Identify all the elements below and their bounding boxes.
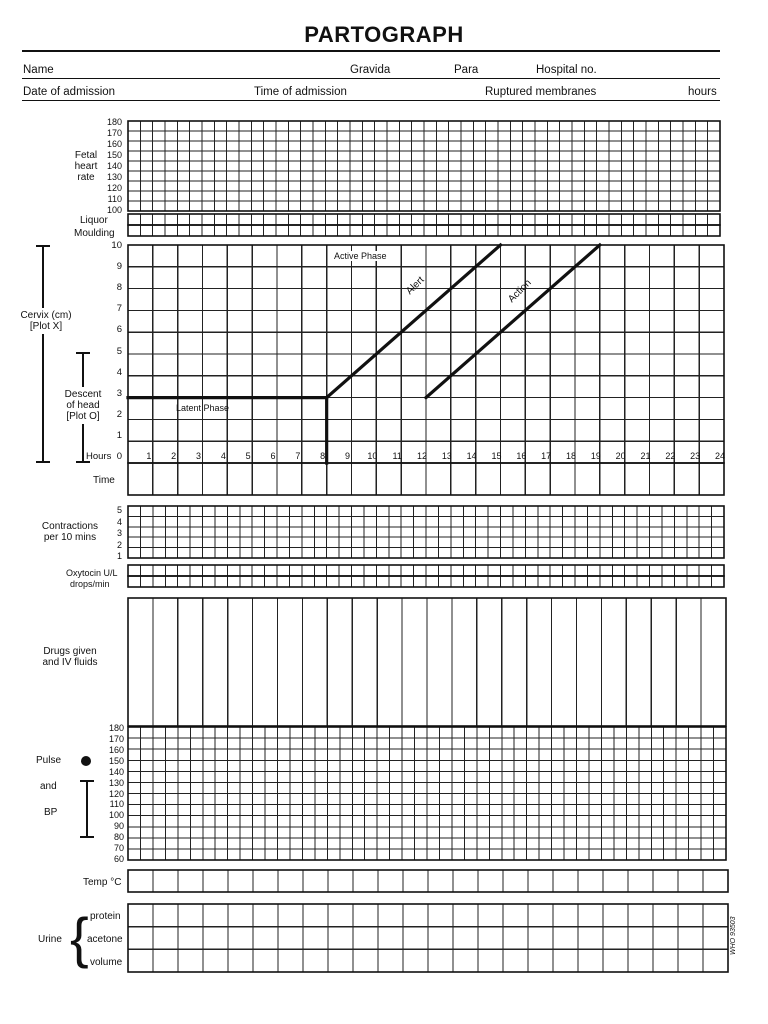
pulse-tick-label: 160 [108, 744, 124, 755]
urine-grid [128, 904, 728, 972]
hour-number: 5 [245, 451, 251, 461]
cervix-bracket-top [36, 245, 50, 247]
hour-number: 21 [640, 451, 651, 461]
hour-number: 10 [367, 451, 378, 461]
hour-number: 19 [590, 451, 601, 461]
latent-phase-label: Latent Phase [176, 403, 230, 413]
page-title: PARTOGRAPH [304, 22, 464, 47]
hour-number: 11 [392, 451, 402, 461]
hour-number: 8 [320, 451, 326, 461]
pulse-tick-label: 100 [108, 810, 124, 821]
protein-label: protein [90, 911, 121, 922]
fhr-tick-label: 160 [106, 139, 122, 149]
hour-number: 23 [690, 451, 701, 461]
fhr-tick-label: 170 [106, 128, 122, 138]
cervix-bracket-bottom [36, 461, 50, 463]
hour-number: 6 [270, 451, 276, 461]
bp-label: BP [44, 807, 58, 818]
hour-number: 20 [615, 451, 626, 461]
contractions-tick-label: 1 [116, 551, 122, 561]
time-of-admission-label: Time of admission [254, 86, 347, 98]
hour-number: 2 [171, 451, 177, 461]
bp-bracket [86, 780, 88, 838]
alert-line [327, 245, 501, 398]
action-line-label: Action [506, 277, 534, 305]
fhr-tick-label: 110 [107, 194, 122, 204]
fhr-tick-label: 140 [106, 161, 122, 171]
ruptured-membranes-label: Ruptured membranes [485, 86, 597, 98]
liquor-grid [140, 214, 707, 225]
cervix-bracket [42, 245, 44, 463]
pulse-tick-label: 170 [108, 733, 124, 744]
bp-bracket-top [80, 780, 94, 782]
hour-number: 18 [565, 451, 576, 461]
hour-number: 13 [441, 451, 452, 461]
cervix-tick-label: 10 [111, 240, 122, 251]
cervix-tick-label: 4 [116, 366, 122, 378]
active-phase-label: Active Phase [334, 251, 387, 261]
pulse-tick-label: 80 [113, 832, 124, 843]
fhr-tick-label: 130 [106, 172, 122, 182]
hour-number: 3 [195, 451, 201, 461]
descent-of-head-label: Descent of head [Plot O] [60, 387, 106, 424]
hours-label: hours [688, 86, 717, 98]
fhr-tick-label: 180 [106, 117, 122, 127]
pulse-tick-label: 120 [108, 788, 124, 799]
hour-number: 4 [220, 451, 226, 461]
pulse-tick-label: 60 [113, 854, 124, 864]
pulse-bp-grid [128, 727, 726, 860]
cervix-tick-label: 9 [116, 261, 122, 273]
moulding-label: Moulding [74, 228, 115, 239]
cervix-tick-label: 8 [116, 282, 122, 294]
contractions-grid [128, 506, 724, 558]
hour-number: 22 [665, 451, 676, 461]
hour-number: 16 [516, 451, 527, 461]
drugs-iv-fluids-label: Drugs given and IV fluids [42, 646, 98, 668]
cervix-grid [128, 245, 724, 463]
pulse-tick-label: 140 [108, 766, 124, 777]
oxytocin-grid [140, 565, 711, 576]
who-code: WHO 93503 [730, 916, 737, 955]
drugs-grid [153, 598, 701, 726]
pulse-tick-label: 70 [113, 843, 124, 854]
gravida-label: Gravida [350, 64, 391, 76]
temp-label: Temp °C [83, 877, 122, 888]
fhr-tick-label: 120 [106, 183, 122, 193]
hour-number: 14 [466, 451, 477, 461]
time-row-grid [153, 463, 699, 495]
volume-label: volume [90, 957, 123, 968]
moulding-grid [140, 225, 707, 236]
hour-number: 1 [146, 451, 152, 461]
contractions-label: Contractions per 10 mins [41, 521, 99, 543]
action-line [426, 245, 600, 398]
contractions-tick-label: 2 [116, 539, 122, 550]
hour-number: 24 [714, 451, 725, 461]
oxytocin-label: Oxytocin U/L [66, 568, 118, 578]
and-label: and [40, 781, 57, 792]
cervix-tick-label: 2 [116, 408, 122, 420]
urine-label: Urine [38, 934, 62, 945]
pulse-tick-label: 150 [108, 755, 124, 766]
date-of-admission-label: Date of admission [23, 86, 116, 98]
hour-number: 7 [295, 451, 301, 461]
hour-number: 9 [344, 451, 350, 461]
alert-line-label: Alert [404, 274, 427, 297]
pulse-label: Pulse [36, 755, 62, 766]
bp-bracket-bottom [80, 836, 94, 838]
contractions-tick-label: 5 [116, 505, 122, 515]
pulse-tick-label: 130 [108, 777, 124, 788]
hospital-no-label: Hospital no. [536, 64, 597, 76]
liquor-label: Liquor [80, 215, 108, 226]
pulse-tick-label: 110 [109, 799, 124, 810]
cervix-tick-label: 3 [116, 387, 122, 399]
hour-number: 12 [416, 451, 427, 461]
fetal-heart-rate-label: Fetal heart rate [74, 150, 98, 183]
cervix-tick-label: 0 [116, 451, 122, 462]
contractions-tick-label: 3 [116, 528, 122, 538]
fetal-heart-rate-grid [128, 121, 720, 211]
hour-number: 17 [541, 451, 552, 461]
cervix-label: Cervix (cm) [Plot X] [20, 310, 72, 332]
time-label: Time [93, 475, 115, 486]
acetone-label: acetone [87, 934, 123, 945]
drops-grid [140, 576, 711, 587]
temp-grid [153, 870, 703, 892]
pulse-tick-label: 180 [108, 723, 124, 733]
fhr-tick-label: 100 [106, 205, 122, 215]
cervix-tick-label: 7 [116, 303, 122, 315]
para-label: Para [454, 64, 479, 76]
hours-axis-label: Hours [86, 451, 112, 462]
contractions-tick-label: 4 [116, 516, 122, 527]
urine-brace-icon: { [70, 906, 89, 969]
name-label: Name [23, 64, 54, 76]
cervix-tick-label: 6 [116, 324, 122, 336]
cervix-tick-label: 5 [116, 345, 122, 357]
cervix-tick-label: 1 [116, 429, 122, 441]
hour-number: 15 [491, 451, 502, 461]
descent-bracket-top [76, 352, 90, 354]
pulse-dot-icon [81, 756, 91, 766]
fhr-tick-label: 150 [106, 150, 122, 160]
drops-per-min-label: drops/min [70, 579, 110, 589]
pulse-tick-label: 90 [113, 821, 124, 832]
